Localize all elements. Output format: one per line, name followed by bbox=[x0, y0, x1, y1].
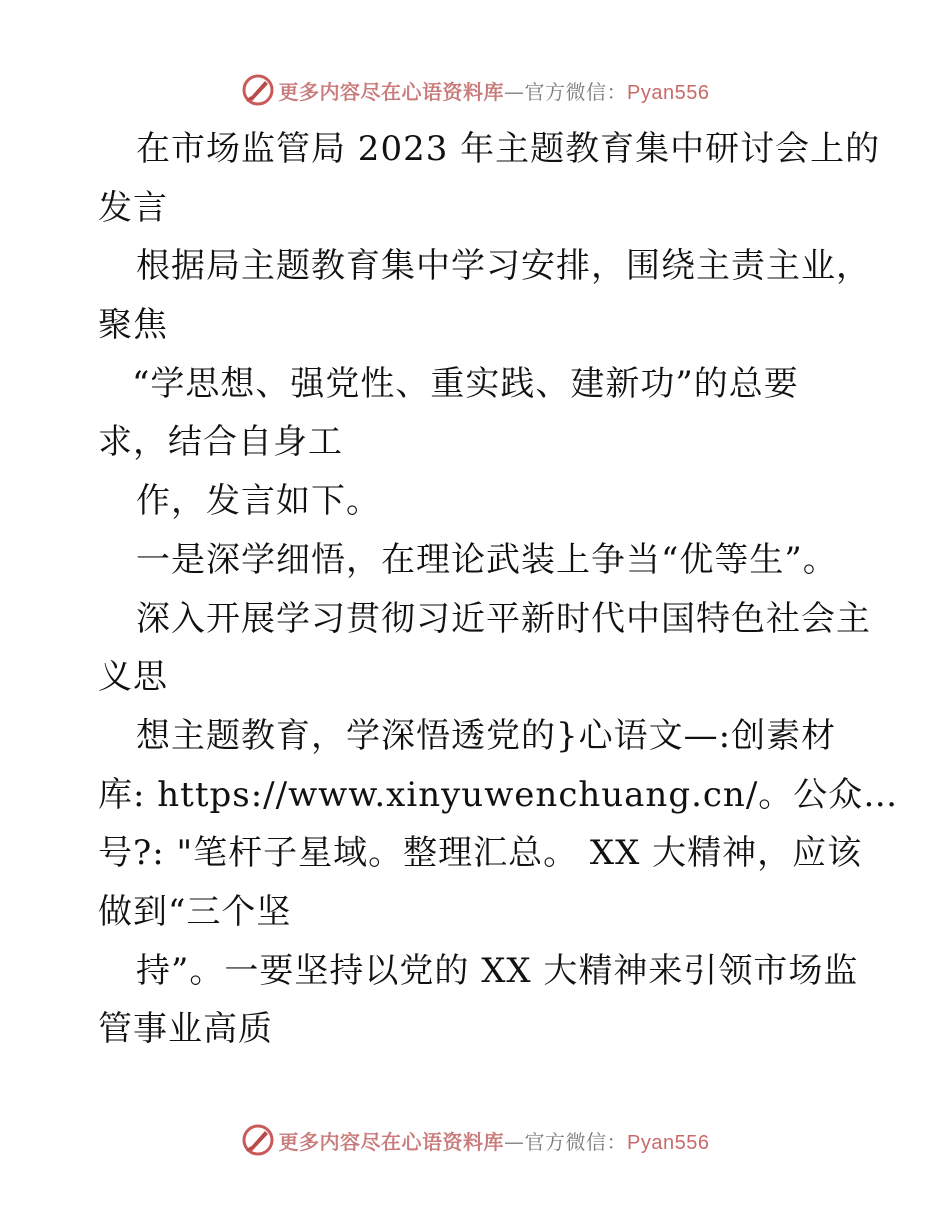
text-line: 做到“三个坚 bbox=[98, 891, 292, 932]
watermark-separator: — bbox=[504, 1129, 525, 1154]
quill-logo-icon bbox=[241, 73, 275, 107]
text-line: 作，发言如下。 bbox=[136, 481, 381, 522]
text-line: 号?: "笔杆子星域。整理汇总。 XX 大精神，应该 bbox=[98, 833, 863, 874]
quill-logo-icon bbox=[241, 1123, 275, 1157]
text-line: 在市场监管局 2023 年主题教育集中研讨会上的 bbox=[136, 129, 881, 169]
watermark-text bbox=[279, 1126, 710, 1155]
watermark-separator: — bbox=[504, 79, 525, 104]
footer-watermark bbox=[0, 1120, 950, 1160]
header-watermark bbox=[0, 70, 950, 110]
watermark-main: 更多内容尽在心语资料库 bbox=[278, 1129, 505, 1154]
document-body bbox=[98, 120, 899, 1059]
watermark-main: 更多内容尽在心语资料库 bbox=[278, 79, 505, 104]
text-line: 一是深学细悟，在理论武装上争当“优等生”。 bbox=[136, 539, 838, 580]
text-line: 持”。一要坚持以党的 XX 大精神来引领市场监 bbox=[136, 950, 859, 991]
text-line: 聚焦 bbox=[98, 305, 168, 346]
watermark-text bbox=[279, 76, 710, 105]
text-line: “学思想、强党性、重实践、建新功”的总要 bbox=[132, 363, 799, 404]
text-line: 义思 bbox=[98, 657, 168, 698]
watermark-wechat-id: Pyan556 bbox=[627, 81, 710, 104]
text-line: 发言 bbox=[98, 187, 168, 228]
text-line: 管事业高质 bbox=[98, 1009, 273, 1050]
text-line: 求，结合自身工 bbox=[98, 422, 343, 463]
watermark-sub: 官方微信： bbox=[524, 1129, 628, 1154]
text-line: 根据局主题教育集中学习安排，围绕主责主业， bbox=[136, 246, 871, 287]
text-line: 库: https://www.xinyuwenchuang.cn/。公众… bbox=[98, 774, 899, 815]
text-line: 深入开展学习贯彻习近平新时代中国特色社会主 bbox=[136, 598, 871, 639]
watermark-wechat-id: Pyan556 bbox=[627, 1131, 710, 1154]
watermark-sub: 官方微信： bbox=[524, 79, 628, 104]
text-line: 想主题教育，学深悟透党的}心语文—:创素材 bbox=[136, 715, 837, 756]
